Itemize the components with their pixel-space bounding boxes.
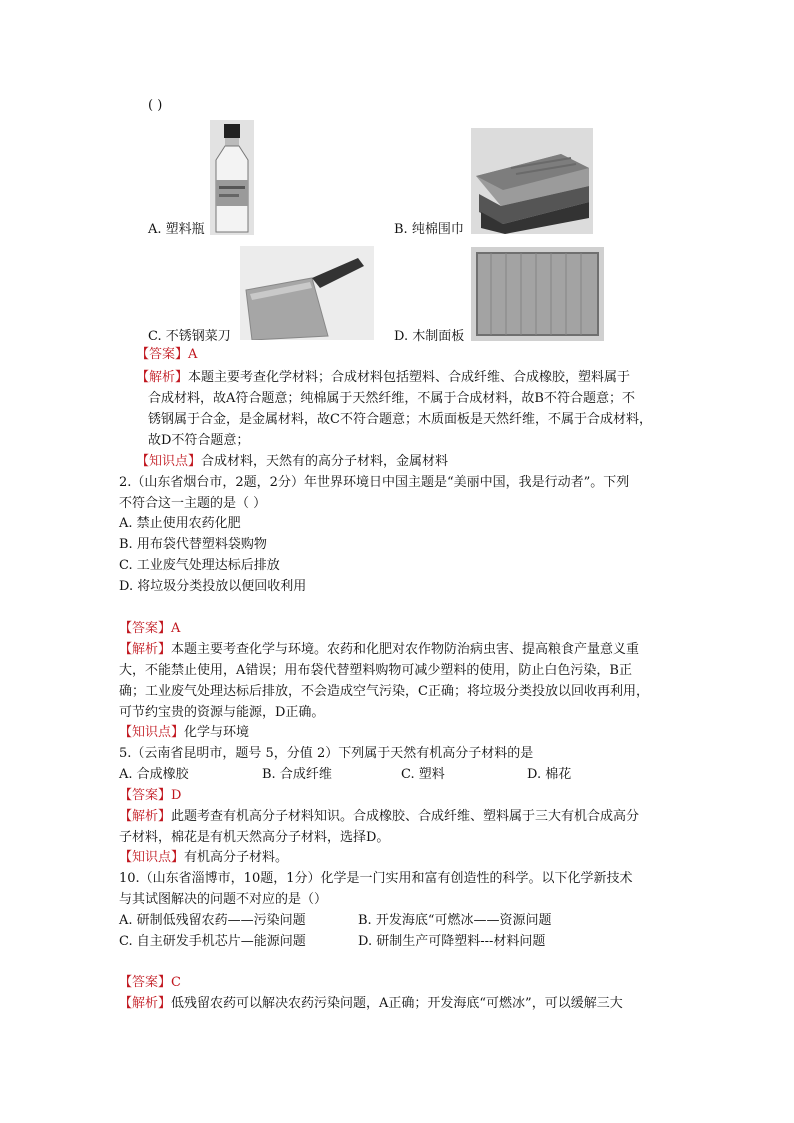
- q1-answer: [136, 345, 197, 365]
- q5-analysis-line-1: [119, 807, 639, 827]
- q2-analysis-line-4: 可节约宝贵的资源与能源，D正确。: [119, 705, 325, 720]
- q2-option-c: C. 工业废气处理达标后排放: [119, 558, 280, 573]
- q1-analysis-line-1: [136, 368, 630, 388]
- analysis-text: 此题考查有机高分子材料知识。合成橡胶、合成纤维、塑料属于三大有机合成高分: [171, 809, 640, 824]
- answer-value: A: [188, 347, 198, 362]
- q10-stem-line-1: 10.（山东省淄博市，10题，1分）化学是一门实用和富有创造性的科学。以下化学新技术: [119, 871, 633, 886]
- q2-option-b: B. 用布袋代替塑料袋购物: [119, 537, 267, 552]
- analysis-tag: 【解析】: [136, 370, 189, 385]
- knowledge-tag: 【知识点】: [119, 725, 185, 740]
- q1-stem-tail: ( ): [148, 98, 163, 113]
- answer-tag: 【答案】: [119, 975, 172, 990]
- answer-value: D: [171, 788, 182, 803]
- analysis-tag: 【解析】: [119, 642, 172, 657]
- q2-stem-line-2: 不符合这一主题的是（ ）: [119, 496, 267, 511]
- knowledge-text: 化学与环境: [184, 725, 250, 740]
- q2-option-a: A. 禁止使用农药化肥: [119, 516, 241, 531]
- q5-analysis-line-2: 子材料，棉花是有机天然高分子材料，选择D。: [119, 830, 390, 845]
- q5-stem: 5.（云南省昆明市，题号 5，分值 2）下列属于天然有机高分子材料的是: [119, 746, 534, 761]
- q5-option-d: D. 棉花: [527, 767, 572, 782]
- q10-option-b: B. 开发海底“可燃冰——资源问题: [358, 913, 552, 928]
- knowledge-text: 合成材料，天然有的高分子材料，金属材料: [201, 454, 449, 469]
- q5-option-b: B. 合成纤维: [262, 767, 332, 782]
- q1-option-d: D. 木制面板: [394, 329, 465, 344]
- q1-knowledge: [136, 452, 448, 472]
- analysis-text: 本题主要考查化学与环境。农药和化肥对农作物防治病虫害、提高粮食产量意义重: [171, 642, 640, 657]
- q10-analysis-line-1: [119, 994, 623, 1014]
- analysis-text: 低残留农药可以解决农药污染问题，A正确；开发海底“可燃冰”，可以缓解三大: [171, 996, 623, 1011]
- q2-answer: [119, 619, 180, 639]
- q5-option-a: A. 合成橡胶: [119, 767, 189, 782]
- analysis-tag: 【解析】: [119, 996, 172, 1011]
- q2-analysis-line-2: 大，不能禁止使用，A错误；用布袋代替塑料购物可减少塑料的使用，防止白色污染，B正: [119, 663, 632, 678]
- cotton-scarf-image: [471, 128, 593, 234]
- wooden-panel-image: [471, 247, 604, 341]
- answer-value: A: [171, 621, 181, 636]
- q2-analysis-line-3: 确；工业废气处理达标后排放，不会造成空气污染，C正确；将垃圾分类投放以回收再利用，: [119, 684, 649, 699]
- q10-option-d: D. 研制生产可降塑料---材料问题: [358, 934, 546, 949]
- q1-analysis-line-2: 合成材料，故A符合题意；纯棉属于天然纤维，不属于合成材料，故B不符合题意；不: [148, 391, 635, 406]
- q1-option-b: B. 纯棉围巾: [394, 222, 464, 237]
- analysis-tag: 【解析】: [119, 809, 172, 824]
- q10-option-a: A. 研制低残留农药——污染问题: [119, 913, 306, 928]
- q10-answer: [119, 973, 181, 993]
- analysis-text: 本题主要考查化学材料；合成材料包括塑料、合成纤维、合成橡胶，塑料属于: [188, 370, 631, 385]
- q1-option-a: A. 塑料瓶: [148, 222, 205, 237]
- answer-tag: 【答案】: [119, 788, 172, 803]
- q5-option-c: C. 塑料: [401, 767, 445, 782]
- answer-tag: 【答案】: [119, 621, 172, 636]
- answer-tag: 【答案】: [136, 347, 189, 362]
- knowledge-text: 有机高分子材料。: [184, 850, 289, 865]
- q1-analysis-line-3: 锈钢属于合金，是金属材料，故C不符合题意；木质面板是天然纤维，不属于合成材料，: [148, 412, 652, 427]
- q5-knowledge: [119, 848, 288, 868]
- q1-option-c: C. 不锈钢菜刀: [148, 329, 231, 344]
- q2-option-d: D. 将垃圾分类投放以便回收利用: [119, 579, 307, 594]
- q1-analysis-line-4: 故D不符合题意；: [148, 433, 250, 448]
- plastic-bottle-image: [210, 120, 254, 235]
- knowledge-tag: 【知识点】: [119, 850, 185, 865]
- q10-stem-line-2: 与其试图解决的问题不对应的是（）: [119, 892, 328, 907]
- knowledge-tag: 【知识点】: [136, 454, 202, 469]
- answer-value: C: [171, 975, 181, 990]
- q10-option-c: C. 自主研发手机芯片—能源问题: [119, 934, 306, 949]
- q2-stem-line-1: 2.（山东省烟台市，2题，2分）年世界环境日中国主题是“美丽中国，我是行动者”。下列: [119, 475, 630, 490]
- q2-knowledge: [119, 723, 249, 743]
- cleaver-image: [240, 246, 374, 340]
- q5-answer: [119, 786, 181, 806]
- q2-analysis-line-1: [119, 640, 639, 660]
